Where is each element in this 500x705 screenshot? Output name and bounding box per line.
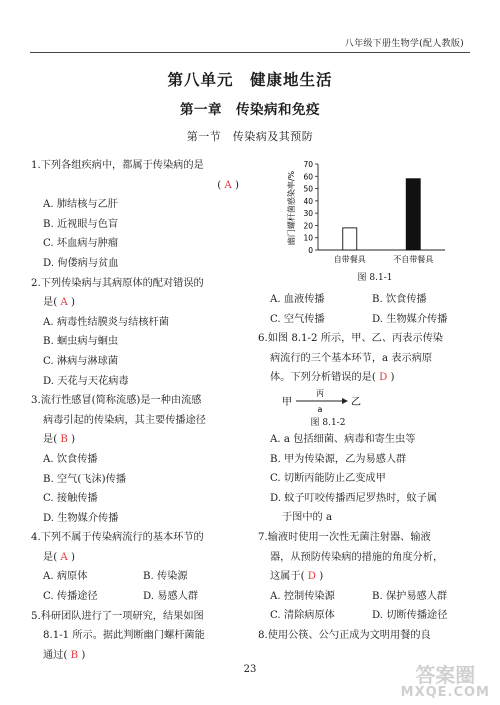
question-3-answer: B <box>60 434 68 446</box>
question-4-answer: A <box>60 551 68 563</box>
stem-text: 这属于 <box>270 571 301 583</box>
right-column <box>258 290 470 646</box>
option-row <box>258 310 470 330</box>
section-title: 第一节 传染病及其预防 <box>186 130 314 143</box>
option: D. 蚊子叮咬传播西尼罗热时，蚊子属 <box>270 492 438 504</box>
book-header: 八年级下册生物学(配人教版) <box>344 39 464 49</box>
option-row <box>31 567 243 587</box>
bar-chart <box>280 158 470 268</box>
watermark-url: MXQE.COM <box>400 685 490 700</box>
option: A. 饮食传播 <box>43 453 98 465</box>
question-6 <box>258 329 470 528</box>
option: C. 传播途径 <box>43 591 98 603</box>
option: D. 生物媒介传播 <box>43 512 119 524</box>
question-4-stem: 4.下列不属于传染病流行的基本环节的 <box>31 532 204 544</box>
diagram-node-jia: 甲 <box>282 396 292 408</box>
option: D. 易感人群 <box>143 591 199 603</box>
question-5-stem-cont: 通过( B ) <box>43 649 86 661</box>
question-6-answer: D <box>379 372 388 384</box>
stem-text: 体。下列分析错误的是 <box>270 372 372 384</box>
page-number: 23 <box>243 664 257 675</box>
y-tick-label: 10 <box>303 233 313 243</box>
question-5 <box>31 607 243 666</box>
figure-8-1-1 <box>280 158 470 283</box>
question-4-stem-cont: 是( A ) <box>43 551 75 563</box>
option-row <box>258 606 470 626</box>
question-2-answer: A <box>60 297 68 309</box>
option: A. 肺结核与乙肝 <box>43 199 118 211</box>
question-5-stem-cont: 8.1-1 所示。据此判断幽门螺杆菌能 <box>43 630 205 642</box>
option: C. 空气传播 <box>270 313 325 325</box>
header-rule <box>30 52 470 53</box>
option: A. 控制传染源 <box>270 590 335 602</box>
option: D. 天花与天花病毒 <box>43 375 129 387</box>
option: D. 生物媒介传播 <box>372 313 448 325</box>
option-row <box>31 587 243 607</box>
question-3 <box>31 391 243 528</box>
figure-8-1-2 <box>258 388 470 430</box>
question-3-stem-cont: 是( B ) <box>43 434 76 446</box>
question-5-answer: B <box>70 649 79 661</box>
option: C. 坏血病与肿瘤 <box>43 238 119 250</box>
question-4 <box>31 528 243 606</box>
option: A. 血液传播 <box>270 294 325 305</box>
x-tick-label: 不自带餐具 <box>393 255 434 264</box>
question-2-stem-cont: 是( A ) <box>43 297 75 309</box>
diagram-label-bing: 丙 <box>316 388 324 398</box>
question-3-stem-cont: 病毒引起的传染病，其主要传播途径 <box>43 414 206 426</box>
question-6-stem-cont: 体。下列分析错误的是( D ) <box>270 372 395 384</box>
option: A. 病原体 <box>43 571 88 583</box>
option: C. 切断丙能防止乙变成甲 <box>270 473 386 485</box>
option: B. 空气(飞沫)传播 <box>43 473 127 485</box>
option: B. 保护易感人群 <box>372 590 448 602</box>
watermark-text: 答案圈 <box>415 663 476 687</box>
stem-text: 是 <box>43 551 54 563</box>
option: C. 淋病与淋球菌 <box>43 355 119 367</box>
option-row <box>258 587 470 607</box>
question-7 <box>258 528 470 626</box>
question-3-stem: 3.流行性感冒(简称流感)是一种由流感 <box>31 395 202 407</box>
option: B. 蛔虫病与蛔虫 <box>43 336 119 348</box>
stem-text: 是 <box>43 434 54 446</box>
option: A. a 包括细菌、病毒和寄生虫等 <box>270 433 416 445</box>
option: B. 近视眼与色盲 <box>43 218 119 230</box>
option: A. 病毒性结膜炎与结核杆菌 <box>43 316 169 328</box>
question-7-answer: D <box>307 571 316 583</box>
watermark-logo <box>400 663 490 702</box>
y-tick-label: 0 <box>308 246 313 255</box>
y-axis-label: 幽门螺杆菌感染率/% <box>287 170 296 246</box>
unit-title: 第八单元 健康地生活 <box>167 71 333 89</box>
figure-caption: 图 8.1-1 <box>357 273 393 283</box>
question-7-stem-cont: 这属于( D ) <box>270 571 324 583</box>
option: D. 佝偻病与贫血 <box>43 257 119 269</box>
question-1-answer: A <box>224 179 232 191</box>
stem-text: 是 <box>43 297 54 309</box>
y-tick-label: 50 <box>303 184 313 194</box>
option: B. 甲为传染源，乙为易感人群 <box>270 453 407 465</box>
y-tick-label: 40 <box>303 196 313 206</box>
question-6-stem-cont: 病流行的三个基本环节，a 表示病原 <box>270 352 433 364</box>
option: B. 饮食传播 <box>372 294 427 305</box>
x-tick-label: 自带餐具 <box>333 255 366 264</box>
option-row <box>258 290 470 310</box>
figure-caption: 图 8.1-2 <box>310 417 346 428</box>
question-2 <box>31 274 243 392</box>
y-tick-label: 70 <box>303 160 313 169</box>
option: C. 清除病原体 <box>270 610 335 622</box>
y-tick-label: 60 <box>303 172 313 182</box>
question-8-stem: 8.使用公筷、公勺正成为文明用餐的良 <box>258 629 431 641</box>
bar <box>406 179 420 250</box>
question-1-answer-slot: ( A ) <box>217 179 239 191</box>
diagram-node-yi: 乙 <box>351 396 361 408</box>
bar <box>343 228 357 250</box>
question-2-stem: 2.下列传染病与其病原体的配对错误的 <box>31 277 204 289</box>
left-column <box>31 156 243 665</box>
diagram-label-a: a <box>317 404 323 414</box>
question-1-stem: 1.下列各组疾病中，都属于传染病的是 <box>31 160 204 171</box>
question-5-stem: 5.科研团队进行了一项研究，结果如图 <box>31 610 204 622</box>
question-6-stem: 6.如图 8.1-2 所示，甲、乙、丙表示传染 <box>258 333 443 345</box>
stem-text: 通过 <box>43 649 64 661</box>
question-1 <box>31 156 243 274</box>
question-7-stem-cont: 器，从预防传染病的措施的角度分析， <box>270 551 444 563</box>
chapter-title: 第一章 传染病和免疫 <box>180 102 320 118</box>
y-tick-label: 20 <box>303 221 313 231</box>
option: C. 接触传播 <box>43 493 98 505</box>
question-7-stem: 7.输液时使用一次性无菌注射器、输液 <box>258 531 431 543</box>
y-tick-label: 30 <box>303 209 313 219</box>
option-cont: 于图中的 a <box>282 512 333 524</box>
arrow-head-icon <box>342 398 348 404</box>
option: D. 切断传播途径 <box>372 610 448 622</box>
option: B. 传染源 <box>143 571 188 583</box>
